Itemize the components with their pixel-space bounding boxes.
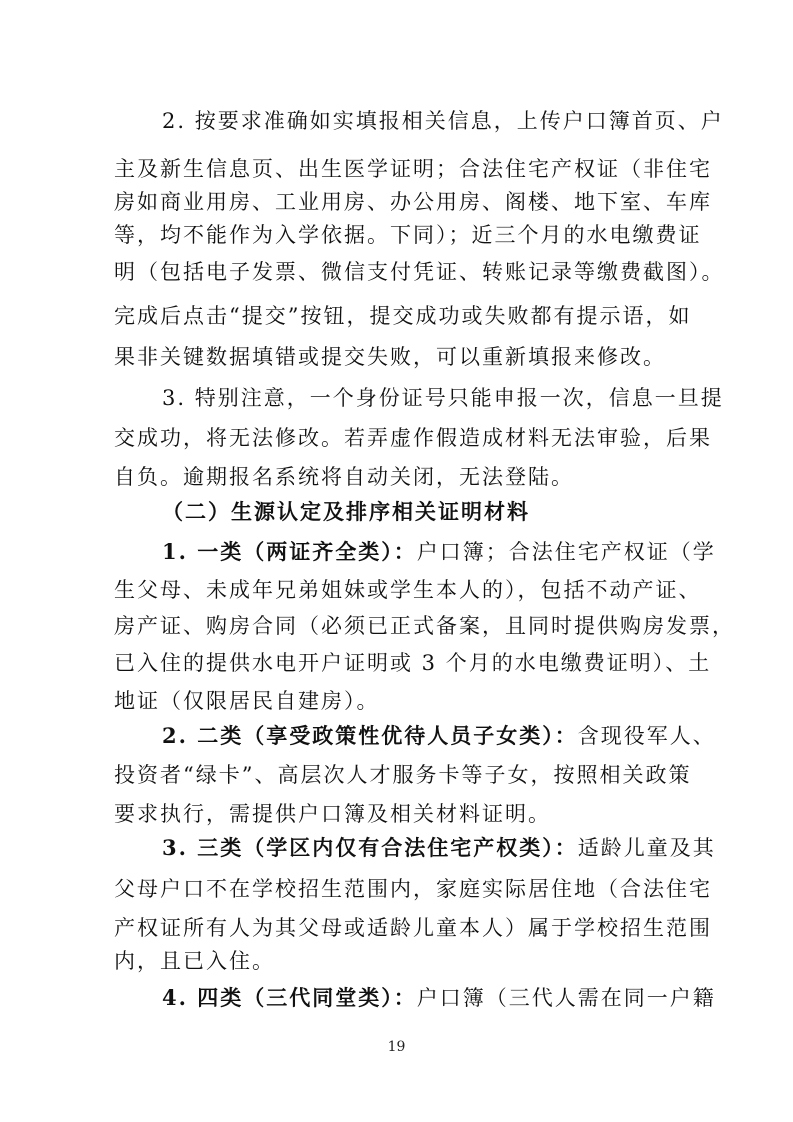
category-one-text: 户口簿；合法住宅产权证（学 — [416, 540, 716, 564]
category-one-label: 1. 一类（两证齐全类）： — [162, 539, 417, 564]
page-number: 19 — [387, 1039, 406, 1055]
text-line: 明（包括电子发票、微信支付凭证、转账记录等缴费截图）。 — [114, 260, 725, 284]
text-line: 房如商业用房、工业用房、办公用房、阁楼、地下室、车库 — [114, 190, 712, 214]
text-line: 果非关键数据填错或提交失败，可以重新填报来修改。 — [114, 345, 666, 369]
category-three-text: 适龄儿童及其 — [577, 836, 716, 860]
text-line: 父母户口不在学校招生范围内，家庭实际居住地（合法住宅 — [114, 877, 712, 901]
text-line: 主及新生信息页、出生医学证明；合法住宅产权证（非住宅 — [114, 157, 712, 181]
category-four-text: 户口簿（三代人需在同一户籍 — [416, 986, 716, 1010]
text-line: 生父母、未成年兄弟姐妹或学生本人的），包括不动产证、 — [114, 578, 702, 602]
category-three-line — [162, 828, 716, 868]
category-four-line — [162, 978, 716, 1018]
text-line: 2. 按要求准确如实填报相关信息，上传户口簿首页、户 — [162, 109, 724, 133]
text-line: 交成功，将无法修改。若弄虚作假造成材料无法审验，后果 — [114, 426, 712, 450]
text-line: 产权证所有人为其父母或适龄儿童本人）属于学校招生范围 — [114, 916, 712, 940]
text-line: 内，且已入住。 — [114, 949, 275, 973]
text-line: 房产证、购房合同（必须已正式备案，且同时提供购房发票， — [114, 614, 735, 638]
category-two-line — [162, 716, 716, 756]
category-two-label: 2. 二类（享受政策性优待人员子女类）： — [162, 723, 578, 748]
category-two-text: 含现役军人、 — [577, 724, 716, 748]
text-line: 自负。逾期报名系统将自动关闭，无法登陆。 — [114, 465, 574, 489]
text-line: 3. 特别注意，一个身份证号只能申报一次，信息一旦提 — [162, 386, 724, 410]
text-line: 投资者“绿卡”、高层次人才服务卡等子女，按照相关政策 — [114, 763, 692, 787]
text-line: 地证（仅限居民自建房）。 — [114, 689, 380, 713]
category-three-label: 3. 三类（学区内仅有合法住宅产权类）： — [162, 835, 578, 860]
section-heading: （二）生源认定及排序相关证明材料 — [162, 499, 530, 524]
text-line: 要求执行，需提供户口簿及相关材料证明。 — [114, 802, 551, 826]
text-line: 等，均不能作为入学依据。下同）；近三个月的水电缴费证 — [114, 223, 702, 247]
text-line: 完成后点击“提交”按钮，提交成功或失败都有提示语，如 — [114, 304, 692, 328]
category-four-label: 4. 四类（三代同堂类）： — [162, 985, 417, 1010]
text-line: 已入住的提供水电开户证明或 3 个月的水电缴费证明）、土 — [114, 651, 712, 675]
category-one-line — [162, 532, 716, 572]
